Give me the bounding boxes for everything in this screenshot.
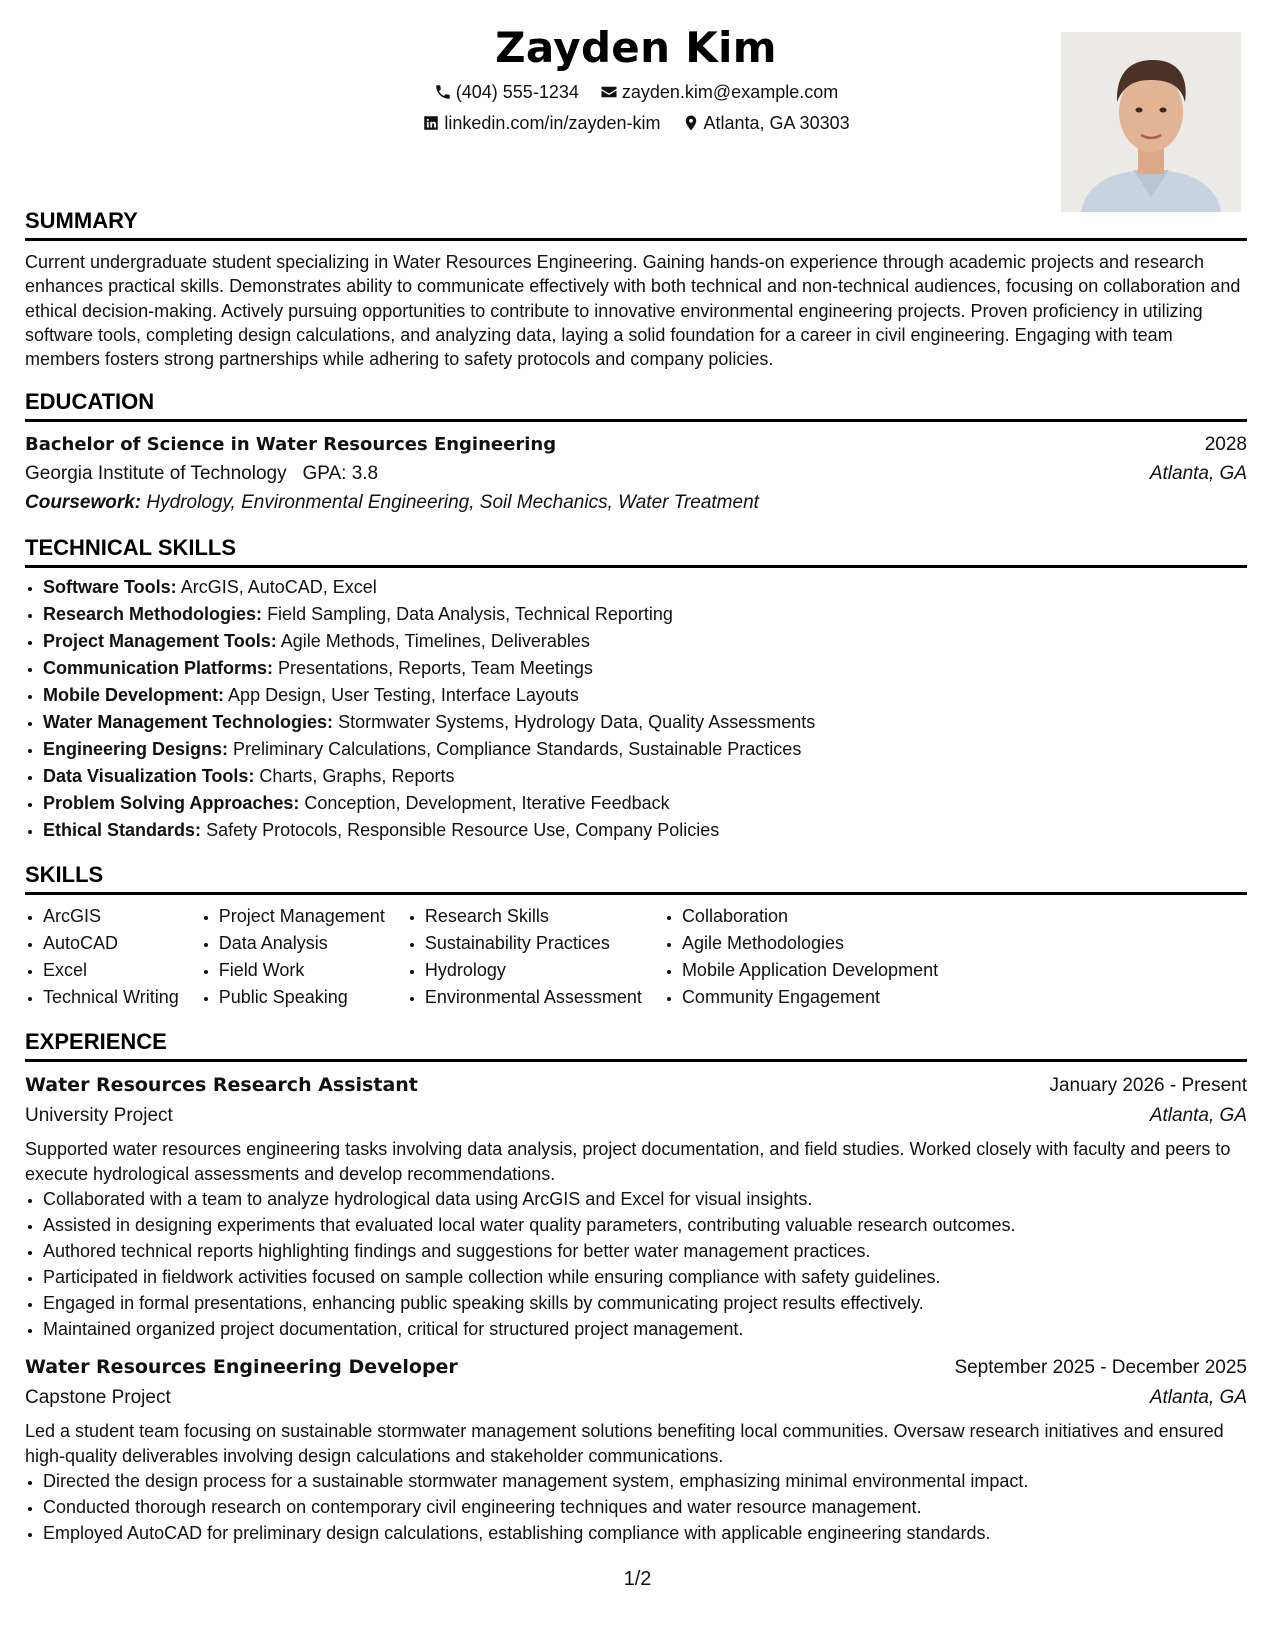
skill-value: Stormwater Systems, Hydrology Data, Quality Assessments xyxy=(338,712,816,733)
experience-entry-1 xyxy=(25,1070,1247,1342)
email-contact[interactable] xyxy=(600,81,838,103)
job-title: Water Resources Research Assistant xyxy=(25,1074,418,1097)
page-number: 1/2 xyxy=(623,1568,652,1590)
skill-label: Mobile Development: xyxy=(43,685,225,706)
skill-value: Preliminary Calculations, Compliance Standards, Sustainable Practices xyxy=(233,739,802,760)
job-location: Atlanta, GA xyxy=(1149,1105,1247,1127)
list-item: • Public Speaking xyxy=(219,984,385,1011)
phone-text: (404) 555-1234 xyxy=(455,82,579,102)
envelope-icon xyxy=(600,83,618,101)
profile-photo xyxy=(1061,32,1241,212)
skills-grid xyxy=(25,903,1247,1011)
list-item: • Technical Writing xyxy=(43,984,179,1011)
school-location: Atlanta, GA xyxy=(1149,463,1247,485)
list-item: • Collaborated with a team to analyze hydrological data using ArcGIS and Excel for visual insights. xyxy=(43,1186,1247,1212)
coursework-label: Coursework: xyxy=(25,492,142,514)
job-description: Led a student team focusing on sustainable stormwater management solutions benefiting local communities. Oversaw research initiatives and ensured high-quality deliverables involving design calculations and stakeholder communications. xyxy=(25,1421,1224,1466)
list-item: • Maintained organized project documentation, critical for structured project management. xyxy=(43,1316,1247,1342)
school-name: Georgia Institute of Technology xyxy=(25,463,287,485)
list-item: • Environmental Assessment xyxy=(425,984,642,1011)
list-item xyxy=(43,574,1247,601)
list-item: • Data Analysis xyxy=(219,930,385,957)
job-bullets xyxy=(25,1468,1247,1546)
list-item xyxy=(43,628,1247,655)
candidate-name: Zayden Kim xyxy=(495,23,777,72)
list-item xyxy=(43,790,1247,817)
job-dates: September 2025 - December 2025 xyxy=(954,1357,1247,1379)
job-title: Water Resources Engineering Developer xyxy=(25,1356,458,1379)
school-line xyxy=(25,459,378,488)
skill-value: Presentations, Reports, Team Meetings xyxy=(278,658,593,679)
resume-header xyxy=(25,0,1247,208)
technical-skills-heading: TECHNICAL SKILLS xyxy=(25,535,1247,568)
experience-entry-2 xyxy=(25,1352,1247,1546)
technical-skills-section xyxy=(25,535,1247,844)
list-item: • Mobile Application Development xyxy=(682,957,938,984)
phone-contact[interactable] xyxy=(434,81,579,103)
skills-heading: SKILLS xyxy=(25,862,1247,895)
map-pin-icon xyxy=(682,114,700,132)
graduation-year: 2028 xyxy=(1204,434,1247,456)
list-item: • Assisted in designing experiments that evaluated local water quality parameters, contributing valuable research outcomes. xyxy=(43,1212,1247,1238)
skill-value: Agile Methods, Timelines, Deliverables xyxy=(280,631,590,652)
list-item: • Authored technical reports highlighting findings and suggestions for better water management practices. xyxy=(43,1238,1247,1264)
skill-label: Communication Platforms: xyxy=(43,658,274,679)
job-description: Supported water resources engineering tasks involving data analysis, project documentation, and field studies. Worked closely with faculty and peers to execute hydrological assessments and develop recommendations. xyxy=(25,1139,1231,1184)
job-bullets xyxy=(25,1186,1247,1342)
skill-label: Engineering Designs: xyxy=(43,739,229,760)
list-item: • Sustainability Practices xyxy=(425,930,642,957)
list-item: • Hydrology xyxy=(425,957,642,984)
list-item: • Project Management xyxy=(219,903,385,930)
gpa: GPA: 3.8 xyxy=(302,463,379,485)
list-item: • Directed the design process for a sustainable stormwater management system, emphasizing minimal environmental impact. xyxy=(43,1468,1247,1494)
skill-value: Charts, Graphs, Reports xyxy=(259,766,455,787)
skills-column-2 xyxy=(201,903,385,1011)
summary-text: Current undergraduate student specializing in Water Resources Engineering. Gaining hands-on experience through academic projects and research enhances practical skills. Demonstrates ability to communicate effectively with both technical and non-technical audiences, focusing on collaboration and ethical decision-making. Actively pursuing opportunities to contribute to innovative environmental engineering projects. Proven proficiency in utilizing software tools, completing design calculations, and analyzing data, laying a solid foundation for a career in civil engineering. Engaging with team members fosters strong partnerships while adhering to safety protocols and company policies. xyxy=(25,252,1241,370)
skill-label: Data Visualization Tools: xyxy=(43,766,255,787)
location-contact xyxy=(682,112,850,134)
list-item: • Research Skills xyxy=(425,903,642,930)
skill-label: Project Management Tools: xyxy=(43,631,277,652)
list-item: • Employed AutoCAD for preliminary design calculations, establishing compliance with applicable engineering standards. xyxy=(43,1520,1247,1546)
job-organization: University Project xyxy=(25,1105,173,1127)
skill-label: Software Tools: xyxy=(43,577,177,598)
linkedin-contact[interactable] xyxy=(422,112,660,134)
list-item xyxy=(43,736,1247,763)
skill-label: Research Methodologies: xyxy=(43,604,263,625)
skill-value: ArcGIS, AutoCAD, Excel xyxy=(180,577,377,598)
list-item xyxy=(43,655,1247,682)
skill-value: Field Sampling, Data Analysis, Technical Reporting xyxy=(267,604,673,625)
skill-label: Problem Solving Approaches: xyxy=(43,793,300,814)
skill-value: Conception, Development, Iterative Feedback xyxy=(304,793,670,814)
skills-column-3 xyxy=(407,903,642,1011)
education-section xyxy=(25,389,1247,517)
list-item: • Community Engagement xyxy=(682,984,938,1011)
degree-title: Bachelor of Science in Water Resources Engineering xyxy=(25,434,557,456)
list-item: • Agile Methodologies xyxy=(682,930,938,957)
education-heading: EDUCATION xyxy=(25,389,1247,422)
list-item: • Field Work xyxy=(219,957,385,984)
skills-column-1 xyxy=(25,903,179,1011)
experience-section xyxy=(25,1029,1247,1546)
linkedin-text: linkedin.com/in/zayden-kim xyxy=(444,113,661,133)
list-item xyxy=(43,682,1247,709)
technical-skills-list xyxy=(25,574,1247,844)
coursework-list: Hydrology, Environmental Engineering, Soil Mechanics, Water Treatment xyxy=(146,492,759,514)
coursework-line xyxy=(25,488,1247,517)
list-item: • ArcGIS xyxy=(43,903,179,930)
list-item: • Conducted thorough research on contemporary civil engineering techniques and water resource management. xyxy=(43,1494,1247,1520)
summary-section xyxy=(25,208,1247,371)
skill-value: Safety Protocols, Responsible Resource Use, Company Policies xyxy=(206,820,720,841)
skill-label: Water Management Technologies: xyxy=(43,712,334,733)
list-item: • Participated in fieldwork activities focused on sample collection while ensuring compliance with safety guidelines. xyxy=(43,1264,1247,1290)
phone-icon xyxy=(434,83,452,101)
resume-page xyxy=(25,0,1247,1564)
list-item: • Engaged in formal presentations, enhancing public speaking skills by communicating project results effectively. xyxy=(43,1290,1247,1316)
skills-section xyxy=(25,862,1247,1011)
list-item xyxy=(43,601,1247,628)
skill-value: App Design, User Testing, Interface Layouts xyxy=(228,685,579,706)
list-item xyxy=(43,817,1247,844)
list-item xyxy=(43,709,1247,736)
job-dates: January 2026 - Present xyxy=(1049,1075,1247,1097)
skills-column-4 xyxy=(664,903,938,1011)
summary-heading: SUMMARY xyxy=(25,208,1247,241)
list-item: • AutoCAD xyxy=(43,930,179,957)
list-item: • Collaboration xyxy=(682,903,938,930)
email-text: zayden.kim@example.com xyxy=(621,82,839,102)
experience-heading: EXPERIENCE xyxy=(25,1029,1247,1062)
job-location: Atlanta, GA xyxy=(1149,1387,1247,1409)
job-organization: Capstone Project xyxy=(25,1387,171,1409)
skill-label: Ethical Standards: xyxy=(43,820,202,841)
list-item xyxy=(43,763,1247,790)
portrait-image xyxy=(1061,32,1241,212)
list-item: • Excel xyxy=(43,957,179,984)
location-text: Atlanta, GA 30303 xyxy=(703,113,850,133)
linkedin-icon xyxy=(422,114,440,132)
